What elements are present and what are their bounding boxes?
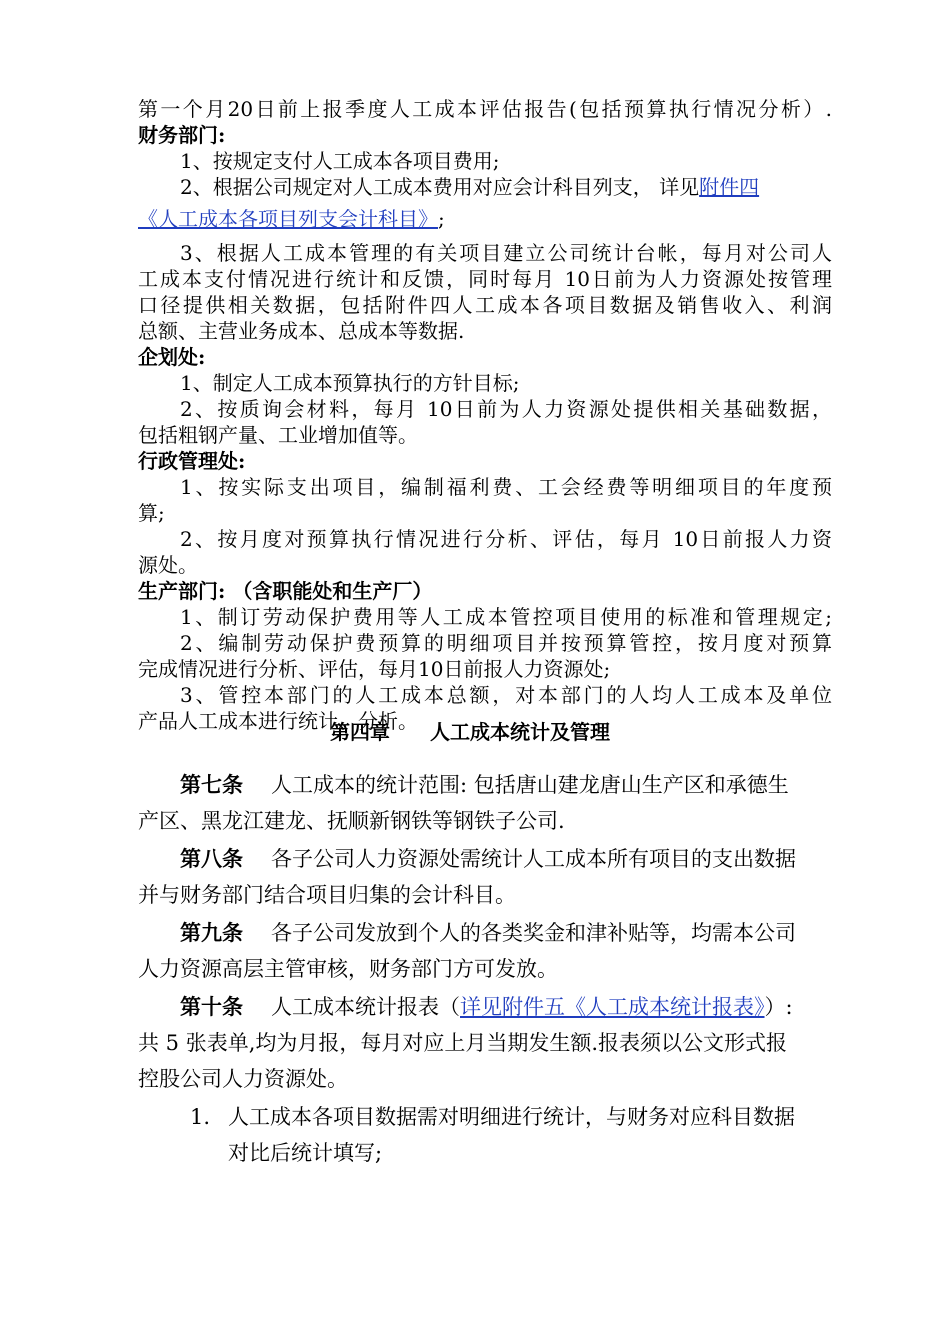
article-7 [180,772,789,798]
text-line: 完成情况进行分析、评估，每月10日前报人力资源处; [138,657,611,681]
text-line: 2、按月度对预算执行情况进行分析、评估，每月 10日前报人力资 [180,527,832,551]
text-line: 产区、黑龙江建龙、抚顺新钢铁等钢铁子公司. [138,809,565,833]
text-line: 1、制定人工成本预算执行的方针目标; [180,371,520,395]
text-line: 包括粗钢产量、工业增加值等。 [138,423,418,447]
article-9 [180,920,796,946]
article-label: 第九条 [180,920,243,945]
text-line: 共 5 张表单,均为月报，每月对应上月当期发生额.报表须以公文形式报 [138,1031,788,1055]
text-line: 控股公司人力资源处。 [138,1067,348,1091]
article-label: 第七条 [180,772,243,797]
text-line: 产品人工成本进行统计、分析。 [138,709,418,733]
appendix-5-link[interactable]: 详见附件五《人工成本统计报表》 [460,995,765,1019]
text-line: 3、根据人工成本管理的有关项目建立公司统计台帐，每月对公司人 [180,241,832,265]
article-10 [180,994,793,1020]
list-item-text: 对比后统计填写; [228,1141,383,1165]
text-line: 并与财务部门结合项目归集的会计科目。 [138,883,516,907]
text-line: 1、按规定支付人工成本各项目费用; [180,149,500,173]
text-line: 源处。 [138,553,198,577]
article-label: 第十条 [180,994,243,1019]
text-span: ）: [764,995,793,1019]
text-line: 2、编制劳动保护费预算的明细项目并按预算管控，按月度对预算 [180,631,832,655]
text-line: 2、按质询会材料，每月 10日前为人力资源处提供相关基础数据， [180,397,832,421]
text-line: 3、管控本部门的人工成本总额，对本部门的人均人工成本及单位 [180,683,832,707]
text-span: 人工成本统计报表（ [271,995,460,1019]
text-span: 2、根据公司规定对人工成本费用对应会计科目列支， 详见 [180,175,700,199]
text-line: 人力资源高层主管审核，财务部门方可发放。 [138,957,558,981]
text-line: 总额、主营业务成本、总成本等数据. [138,319,465,343]
text-line: 算; [138,501,165,525]
article-8 [180,846,796,872]
list-item-text: 人工成本各项目数据需对明细进行统计，与财务对应科目数据 [228,1105,795,1129]
text-line: 1、制订劳动保护费用等人工成本管控项目使用的标准和管理规定; [180,605,832,629]
section-heading-admin: 行政管理处: [138,449,246,473]
text-span: 各子公司发放到个人的各类奖金和津补贴等，均需本公司 [271,921,796,945]
list-item-number: 1. [190,1105,211,1129]
text-line [138,206,445,232]
article-label: 第八条 [180,846,243,871]
text-line: 第一个月20日前上报季度人工成本评估报告(包括预算执行情况分析）. [138,97,832,121]
text-line: 口径提供相关数据，包括附件四人工成本各项目数据及销售收入、利润 [138,293,832,317]
appendix-4-link[interactable]: 附件四 [699,175,760,199]
text-span: 各子公司人力资源处需统计人工成本所有项目的支出数据 [271,847,796,871]
appendix-4-title-link[interactable]: 《人工成本各项目列支会计科目》 [138,207,438,231]
chapter-title: 第四章 人工成本统计及管理 [330,720,610,744]
section-heading-production: 生产部门: （含职能处和生产厂） [138,579,433,603]
text-span: ; [438,207,445,231]
text-line: 工成本支付情况进行统计和反馈，同时每月 10日前为人力资源处按管理 [138,267,832,291]
text-span: 人工成本的统计范围: 包括唐山建龙唐山生产区和承德生 [271,773,789,797]
text-line [180,174,759,200]
section-heading-planning: 企划处: [138,345,206,369]
section-heading-finance: 财务部门: [138,123,226,147]
text-line: 1、按实际支出项目，编制福利费、工会经费等明细项目的年度预 [180,475,832,499]
